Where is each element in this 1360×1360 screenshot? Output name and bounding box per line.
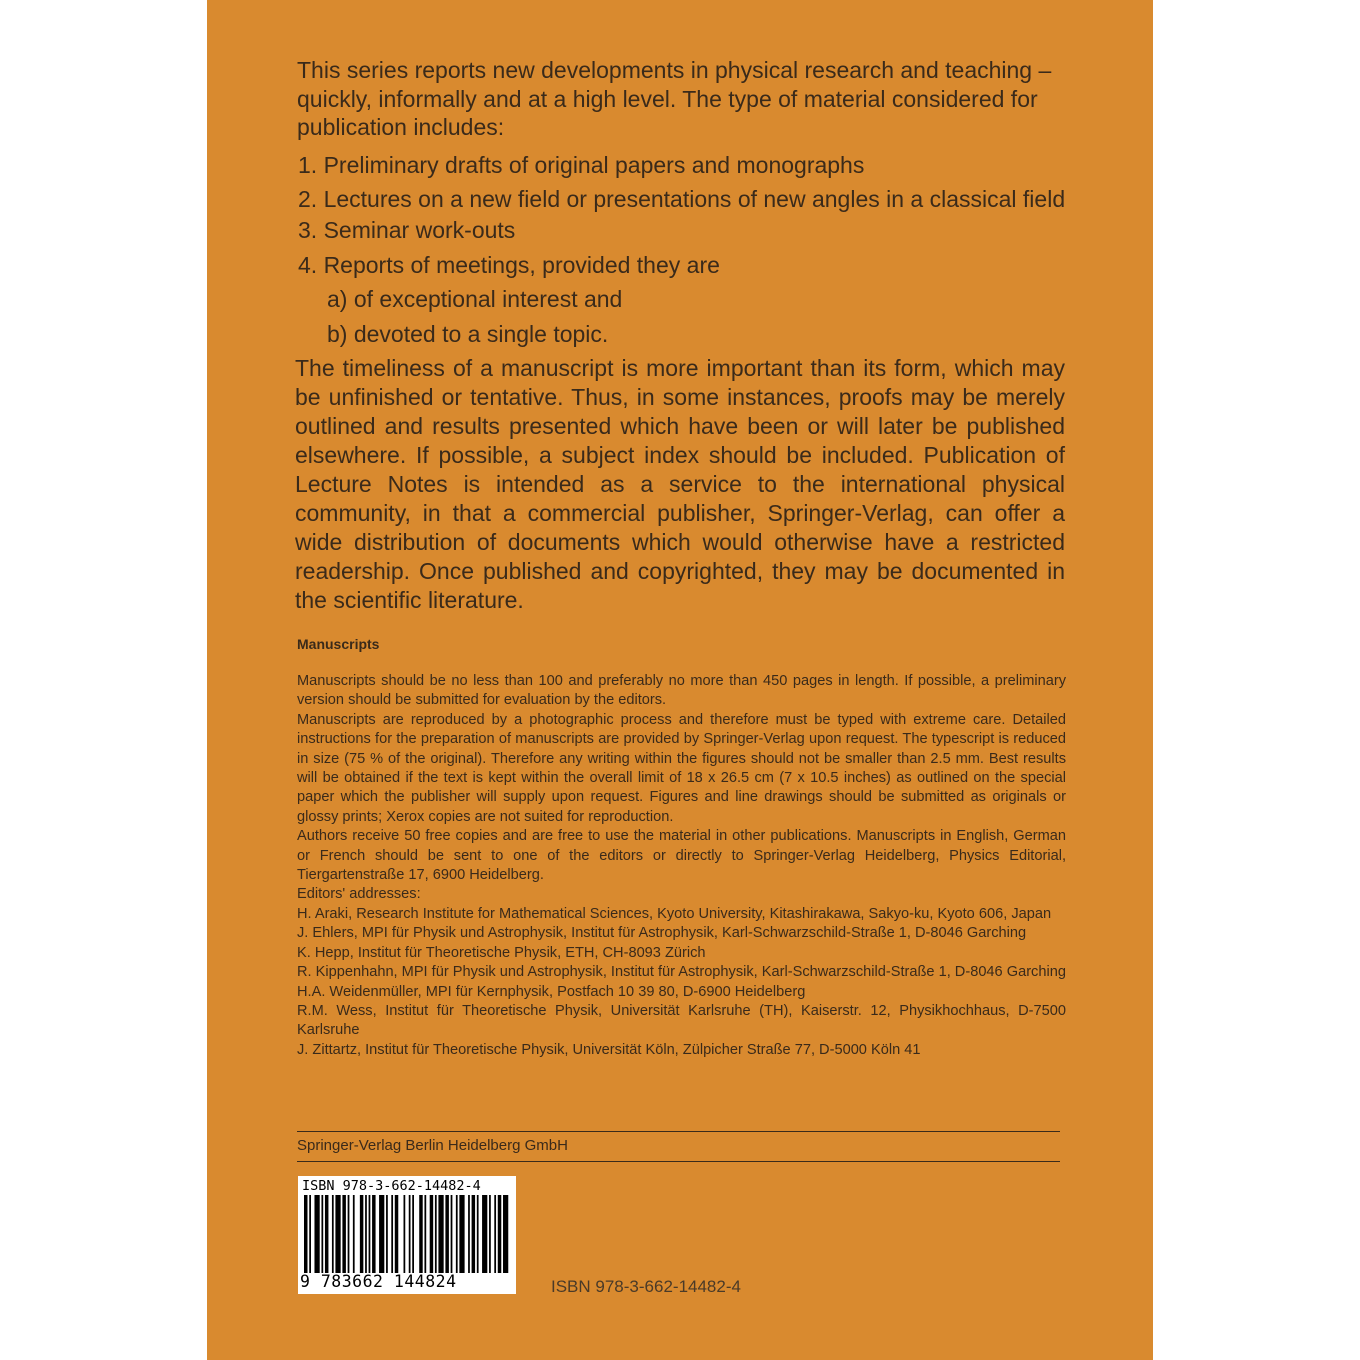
divider-bottom <box>297 1161 1060 1162</box>
barcode-bar <box>435 1195 437 1273</box>
barcode-bars <box>304 1195 510 1273</box>
manuscripts-heading: Manuscripts <box>297 636 380 652</box>
barcode-bar <box>451 1195 453 1273</box>
barcode-digits: 9 783662 144824 <box>300 1272 457 1291</box>
barcode-bar <box>342 1195 345 1273</box>
manuscripts-paragraph: Manuscripts should be no less than 100 and preferably no more than 450 pages in length. If possible, a preliminary version should be submitted for evaluation by the editors. <box>297 673 1066 709</box>
barcode-bar <box>409 1195 411 1273</box>
barcode-bar <box>419 1195 422 1273</box>
barcode-bar <box>304 1195 307 1273</box>
barcode-bar <box>438 1195 443 1273</box>
barcode-bar <box>498 1195 501 1273</box>
list-sub-item-a: a) of exceptional interest and <box>327 286 623 312</box>
barcode-bar <box>456 1195 458 1273</box>
barcode-bar <box>372 1195 375 1273</box>
isbn-barcode <box>298 1176 516 1294</box>
barcode-bar <box>335 1195 340 1273</box>
manuscripts-details <box>297 672 1066 1060</box>
barcode-bar <box>494 1195 496 1273</box>
barcode-bar <box>353 1195 355 1273</box>
divider-top <box>297 1131 1060 1132</box>
barcode-bar <box>472 1195 475 1273</box>
barcode-bar <box>321 1195 323 1273</box>
barcode-bar <box>325 1195 328 1273</box>
list-item-1: 1. Preliminary drafts of original papers and monographs <box>298 152 865 178</box>
intro-paragraph: This series reports new developments in physical research and teaching – quickly, informally and at a high level. The type of material considered for publication includes: <box>297 57 1052 140</box>
barcode-bar <box>482 1195 487 1273</box>
barcode-bar <box>332 1195 334 1273</box>
barcode-bar <box>395 1195 398 1273</box>
body-paragraph: The timeliness of a manuscript is more important than its form, which may be unfinished or tentative. Thus, in some instances, proofs may be merely outlined and results presented which have been or will later be published elsewhere. If possible, a subject index should be included. Publication of Lecture Notes is intended as a service to the international physical community, in that a commercial publisher, Springer-Verlag, can offer a wide distribution of documents which would otherwise have a restricted readership. Once published and copyrighted, they may be documented in the scientific literature. <box>295 355 1065 613</box>
editor-address: J. Zittartz, Institut für Theoretische Physik, Universität Köln, Zülpicher Straße 77, D-5000 Köln 41 <box>297 1041 921 1058</box>
list-item-3: 3. Seminar work-outs <box>298 217 516 243</box>
editor-address: K. Hepp, Institut für Theoretische Physik, ETH, CH-8093 Zürich <box>297 944 706 961</box>
barcode-bar <box>369 1195 371 1273</box>
barcode-bar <box>412 1195 414 1273</box>
barcode-bar <box>468 1195 470 1273</box>
editor-address: J. Ehlers, MPI für Physik und Astrophysik, Institut für Astrophysik, Karl-Schwarzschild-Straße 1, D-8046 Garching <box>297 925 1027 942</box>
editor-address: H.A. Weidenmüller, MPI für Kernphysik, Postfach 10 39 80, D-6900 Heidelberg <box>297 983 806 1000</box>
barcode-bar <box>348 1195 350 1273</box>
list-item-4: 4. Reports of meetings, provided they are <box>298 252 720 278</box>
barcode-bar <box>459 1195 464 1273</box>
list-sub-item-b: b) devoted to a single topic. <box>327 321 609 347</box>
barcode-bar <box>489 1195 491 1273</box>
isbn-text: ISBN 978-3-662-14482-4 <box>551 1277 741 1296</box>
barcode-bar <box>391 1195 393 1273</box>
barcode-isbn-label: ISBN 978-3-662-14482-4 <box>302 1178 481 1194</box>
barcode-bar <box>379 1195 384 1273</box>
barcode-bar <box>430 1195 433 1273</box>
publisher-name: Springer-Verlag Berlin Heidelberg GmbH <box>297 1137 568 1154</box>
barcode-bar <box>309 1195 311 1273</box>
barcode-bar <box>386 1195 388 1273</box>
barcode-bar <box>477 1195 479 1273</box>
editors-label: Editors' addresses: <box>297 886 421 903</box>
list-item-2: 2. Lectures on a new field or presentations of new angles in a classical field <box>298 186 1066 212</box>
editor-address: R. Kippenhahn, MPI für Physik und Astrophysik, Institut für Astrophysik, Karl-Schwarzschild-Straße 1, D-8046 Garching <box>297 964 1066 981</box>
barcode-bar <box>365 1195 367 1273</box>
editor-address: R.M. Wess, Institut für Theoretische Physik, Universität Karlsruhe (TH), Kaiserstr. 12, Physikhochhaus, D-7500 Karlsruhe <box>297 1002 1066 1039</box>
barcode-bar <box>314 1195 319 1273</box>
barcode-bar <box>424 1195 426 1273</box>
barcode-bar <box>360 1195 363 1273</box>
barcode-bar <box>503 1195 508 1273</box>
barcode-bar <box>404 1195 406 1273</box>
manuscripts-paragraph: Manuscripts are reproduced by a photographic process and therefore must be typed with extreme care. Detailed instructions for the preparation of manuscripts are provided by Springer-Verlag upon request. The typescript is reduced in size (75 % of the original). Therefore any writing within the figures should not be smaller than 2.5 mm. Best results will be obtained if the text is kept within the overall limit of 18 x 26.5 cm (7 x 10.5 inches) as outlined on the special paper which the publisher will supply upon request. Figures and line drawings should be submitted as originals or glossy prints; Xerox copies are not suited for reproduction. <box>297 711 1066 825</box>
barcode-bar <box>445 1195 448 1273</box>
manuscripts-paragraph: Authors receive 50 free copies and are free to use the material in other publications. Manuscripts in English, German or French should be sent to one of the editors or directly to Springer-Verlag Heidelberg, Physics Editorial, Tiergartenstraße 17, 6900 Heidelberg. <box>297 828 1066 884</box>
editor-address: H. Araki, Research Institute for Mathematical Sciences, Kyoto University, Kitashirakawa, Sakyo-ku, Kyoto 606, Japan <box>297 905 1052 922</box>
